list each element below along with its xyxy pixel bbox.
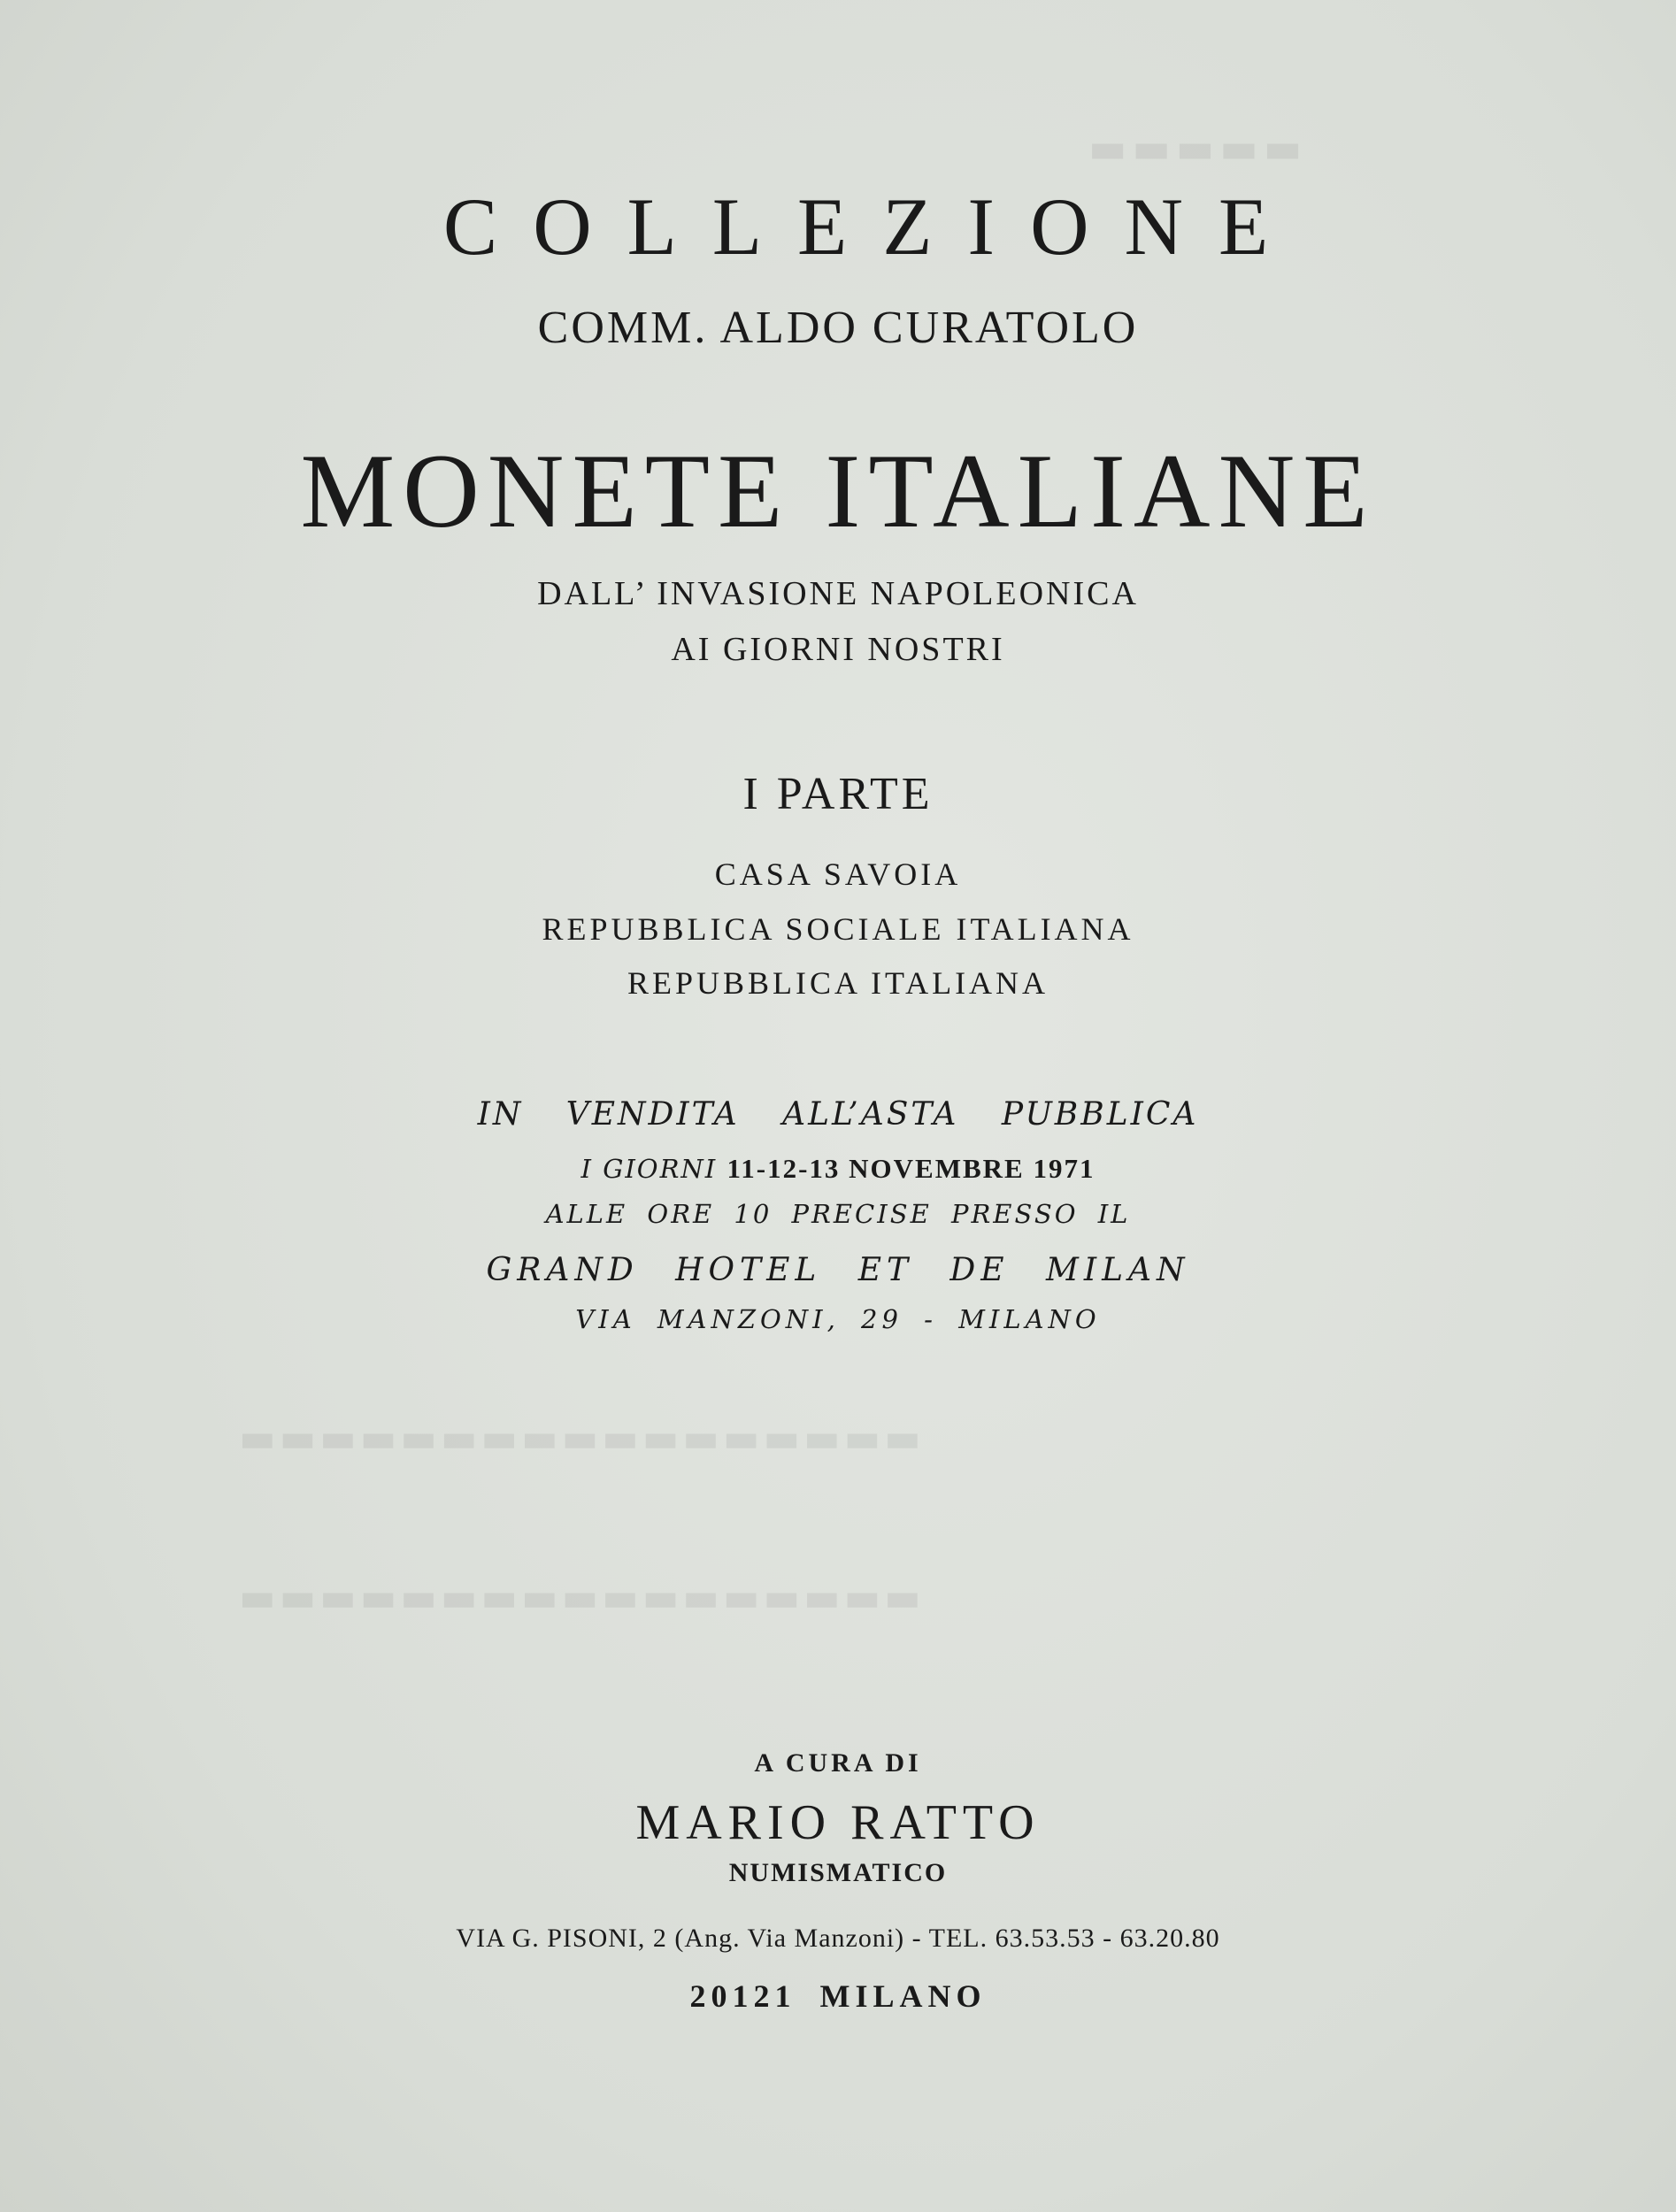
curator-name: MARIO RATTO — [635, 1795, 1041, 1850]
bleed-through-decoration: ▬▬▬▬▬ — [1088, 124, 1308, 172]
curator-city: 20121 MILANO — [689, 1978, 987, 2014]
curator-label: A CURA DI — [754, 1748, 922, 1778]
curator-role: NUMISMATICO — [728, 1858, 948, 1887]
section-casa-savoia: CASA SAVOIA — [714, 856, 962, 892]
subtitle-line1: DALL’ INVASIONE NAPOLEONICA — [537, 575, 1139, 612]
part-label: I PARTE — [742, 769, 934, 819]
sale-dates-prefix: I GIORNI — [580, 1154, 718, 1184]
bleed-through-decoration-3: ▬▬▬▬▬▬▬▬▬▬▬▬▬▬▬▬▬ — [239, 1575, 925, 1620]
section-repubblica-italiana: REPUBBLICA ITALIANA — [627, 965, 1049, 1001]
collection-title: COLLEZIONE — [442, 181, 1304, 272]
sale-time: ALLE ORE 10 PRECISE PRESSO IL — [545, 1199, 1131, 1229]
sale-announcement: IN VENDITA ALL’ASTA PUBBLICA — [477, 1096, 1199, 1133]
subtitle-line2: AI GIORNI NOSTRI — [671, 631, 1005, 668]
main-title: MONETE ITALIANE — [300, 432, 1376, 549]
bleed-through-decoration-2: ▬▬▬▬▬▬▬▬▬▬▬▬▬▬▬▬▬ — [239, 1416, 925, 1461]
collection-owner: COMM. ALDO CURATOLO — [537, 303, 1139, 353]
sale-venue-address: VIA MANZONI, 29 - MILANO — [575, 1304, 1101, 1334]
sale-dates-value: 11-12-13 NOVEMBRE 1971 — [727, 1153, 1096, 1184]
sale-dates — [0, 1155, 1676, 1182]
section-repubblica-sociale: REPUBBLICA SOCIALE ITALIANA — [542, 911, 1134, 947]
curator-address: VIA G. PISONI, 2 (Ang. Via Manzoni) - TEL. 63.53.53 - 63.20.80 — [456, 1924, 1220, 1953]
sale-venue: GRAND HOTEL ET DE MILAN — [486, 1252, 1190, 1288]
